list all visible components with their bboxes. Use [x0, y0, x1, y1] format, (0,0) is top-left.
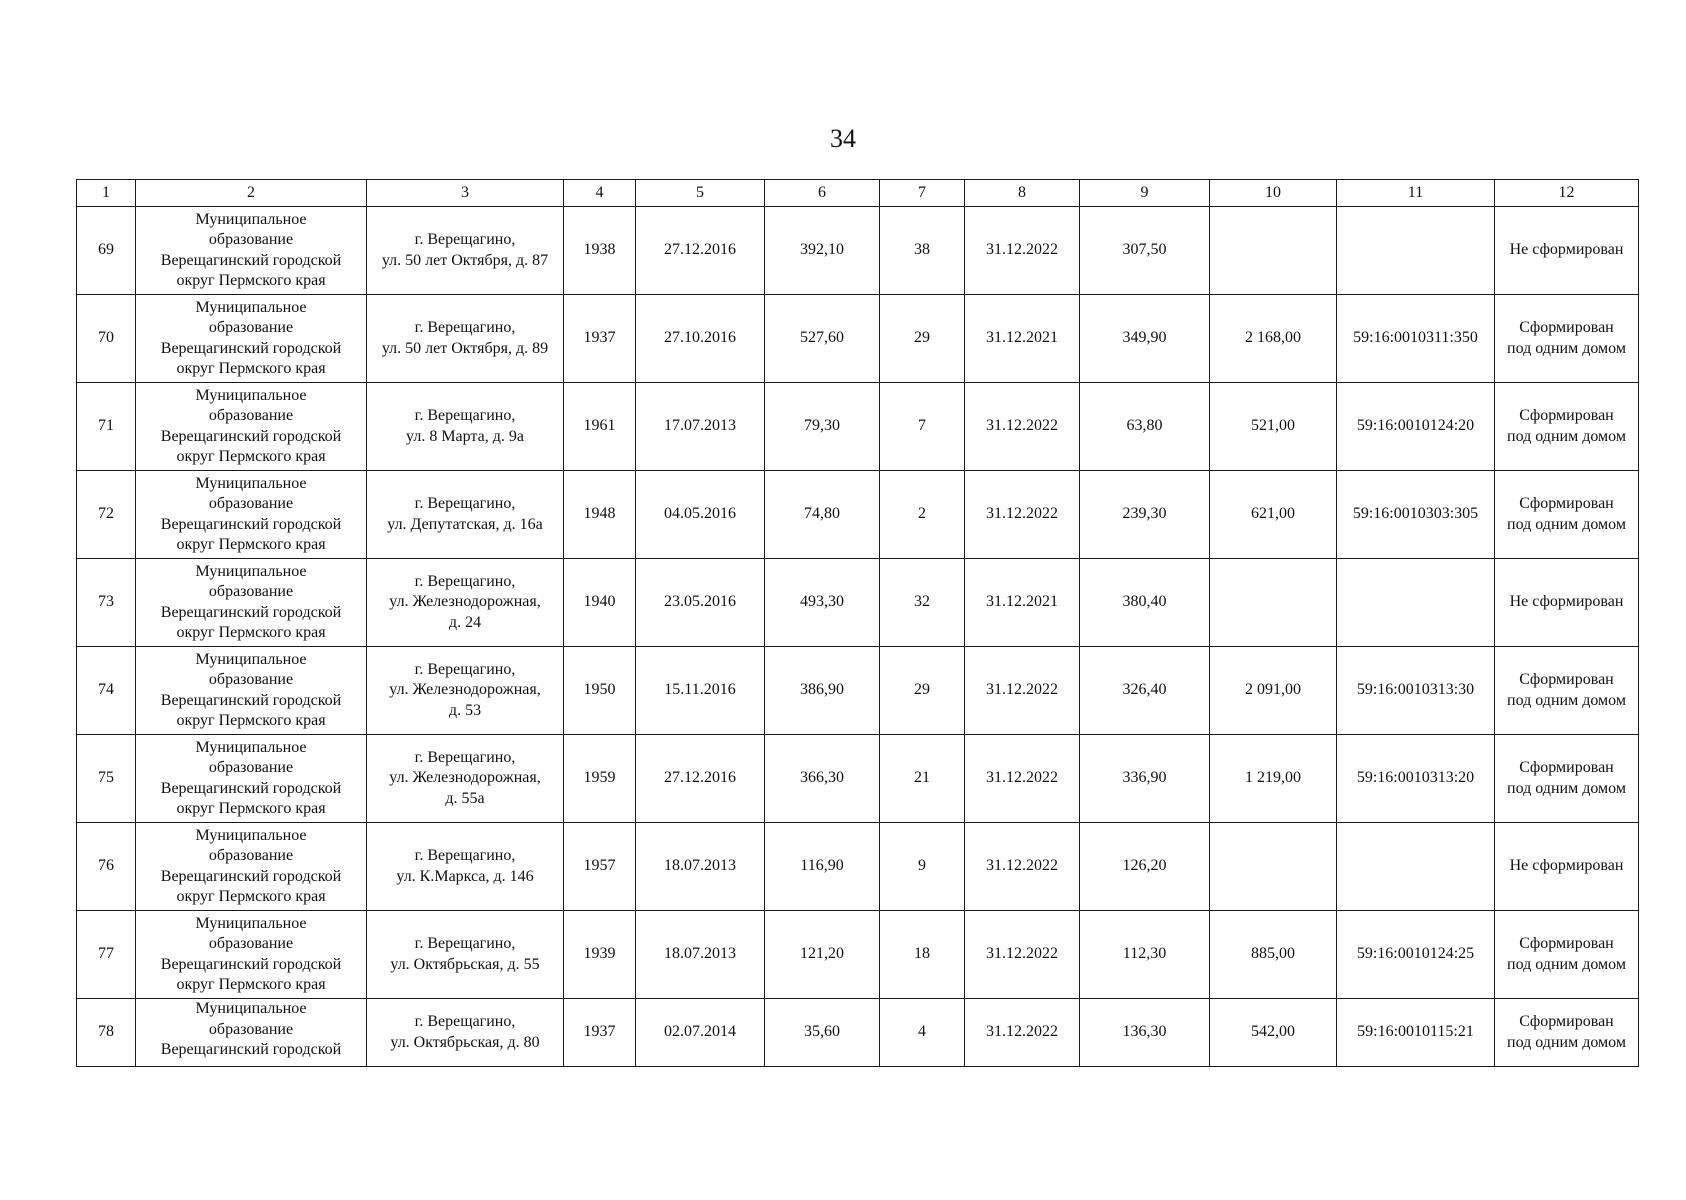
address-cell-line: ул. Октябрьская, д. 55: [390, 955, 540, 973]
value-cell: 349,90: [1080, 295, 1210, 383]
row-number-cell: 77: [77, 911, 136, 999]
row-number-cell: 78: [77, 999, 136, 1067]
residents-cell: 21: [880, 735, 965, 823]
land-area-cell: 2 091,00: [1210, 647, 1337, 735]
year-cell: 1950: [564, 647, 636, 735]
deadline-cell: 31.12.2022: [965, 823, 1080, 911]
row-number-cell: 69: [77, 207, 136, 295]
year-cell: 1959: [564, 735, 636, 823]
address-cell-line: г. Верещагино,: [414, 319, 516, 336]
land-status-cell: [1495, 471, 1639, 559]
cadastral-number-cell: 59:16:0010115:21: [1337, 999, 1495, 1067]
column-header: 4: [564, 180, 636, 207]
year-cell: 1940: [564, 559, 636, 647]
land-area-cell: 1 219,00: [1210, 735, 1337, 823]
value-cell: 136,30: [1080, 999, 1210, 1067]
owner-cell: [136, 295, 367, 383]
address-cell-line: г. Верещагино,: [414, 407, 516, 424]
owner-cell-line: Верещагинский городской: [160, 867, 342, 885]
land-status-cell-line: Сформирован: [1519, 495, 1614, 512]
owner-cell-line: Муниципальное: [195, 1000, 307, 1017]
address-cell-line: г. Верещагино,: [414, 748, 516, 766]
land-area-cell: [1210, 559, 1337, 647]
deadline-cell: 31.12.2022: [965, 647, 1080, 735]
residents-cell: 9: [880, 823, 965, 911]
cadastral-number-cell: [1337, 559, 1495, 647]
address-cell-line: г. Верещагино,: [414, 847, 516, 864]
deadline-cell: 31.12.2022: [965, 999, 1080, 1067]
owner-cell-line: образование: [208, 1020, 294, 1038]
land-status-cell-line: Сформирован: [1519, 1013, 1614, 1030]
residents-cell: 29: [880, 295, 965, 383]
cadastral-number-cell: 59:16:0010313:20: [1337, 735, 1495, 823]
owner-cell-line: Муниципальное: [195, 298, 307, 316]
owner-cell-line: Верещагинский городской: [160, 691, 342, 709]
owner-cell: [136, 647, 367, 735]
value-cell: 63,80: [1080, 383, 1210, 471]
table-row: [77, 559, 1639, 647]
land-area-cell: 885,00: [1210, 911, 1337, 999]
page-number: 34: [830, 124, 856, 153]
date-cell: 15.11.2016: [636, 647, 765, 735]
housing-registry-table: [76, 179, 1639, 1067]
address-cell-line: г. Верещагино,: [414, 1013, 516, 1030]
land-status-cell-line: под одним домом: [1507, 515, 1626, 533]
owner-cell: [136, 911, 367, 999]
date-cell: 27.12.2016: [636, 735, 765, 823]
land-status-cell: [1495, 383, 1639, 471]
owner-cell: [136, 559, 367, 647]
year-cell: 1938: [564, 207, 636, 295]
row-number-cell: 72: [77, 471, 136, 559]
owner-cell-line: образование: [208, 671, 294, 688]
column-header: 7: [880, 180, 965, 207]
table-row: [77, 383, 1639, 471]
column-header: 6: [765, 180, 880, 207]
address-cell: [367, 735, 564, 823]
owner-cell: [136, 823, 367, 911]
owner-cell-line: образование: [208, 935, 294, 952]
table-row: [77, 295, 1639, 383]
address-cell: [367, 823, 564, 911]
land-status-cell-line: под одним домом: [1507, 779, 1626, 797]
address-cell-line: ул. Железнодорожная,: [389, 681, 541, 699]
owner-cell-line: округ Пермского края: [176, 272, 326, 289]
value-cell: 336,90: [1080, 735, 1210, 823]
owner-cell-line: образование: [208, 231, 294, 248]
land-status-cell-line: под одним домом: [1507, 1033, 1626, 1051]
owner-cell-line: округ Пермского края: [176, 624, 326, 641]
address-cell-line: г. Верещагино,: [414, 572, 516, 590]
owner-cell-line: образование: [208, 847, 294, 864]
land-status-cell: [1495, 559, 1639, 647]
date-cell: 17.07.2013: [636, 383, 765, 471]
owner-cell-line: Верещагинский городской: [160, 515, 342, 533]
owner-cell-line: Муниципальное: [195, 826, 307, 844]
residents-cell: 38: [880, 207, 965, 295]
owner-cell-line: округ Пермского края: [176, 976, 326, 993]
address-cell-line: ул. 50 лет Октября, д. 89: [381, 339, 549, 357]
address-cell-line: д. 55а: [445, 789, 485, 807]
owner-cell-line: округ Пермского края: [176, 448, 326, 465]
table-row: [77, 735, 1639, 823]
address-cell-line: ул. Железнодорожная,: [389, 769, 541, 787]
owner-cell-line: Верещагинский городской: [160, 603, 342, 621]
value-cell: 112,30: [1080, 911, 1210, 999]
year-cell: 1937: [564, 295, 636, 383]
column-header: 10: [1210, 180, 1337, 207]
value-cell: 380,40: [1080, 559, 1210, 647]
cadastral-number-cell: [1337, 823, 1495, 911]
cadastral-number-cell: 59:16:0010303:305: [1337, 471, 1495, 559]
year-cell: 1948: [564, 471, 636, 559]
owner-cell-line: Муниципальное: [195, 650, 307, 668]
residents-cell: 32: [880, 559, 965, 647]
cadastral-number-cell: 59:16:0010311:350: [1337, 295, 1495, 383]
area-cell: 527,60: [765, 295, 880, 383]
value-cell: 239,30: [1080, 471, 1210, 559]
land-status-cell: [1495, 999, 1639, 1067]
land-status-cell-line: Сформирован: [1519, 671, 1614, 688]
table-row: [77, 207, 1639, 295]
owner-cell-line: округ Пермского края: [176, 800, 326, 817]
land-status-cell-line: под одним домом: [1507, 427, 1626, 445]
area-cell: 74,80: [765, 471, 880, 559]
row-number-cell: 73: [77, 559, 136, 647]
land-status-cell-line: Сформирован: [1519, 407, 1614, 424]
owner-cell-line: Муниципальное: [195, 562, 307, 580]
address-cell-line: ул. Октябрьская, д. 80: [390, 1033, 540, 1051]
address-cell-line: ул. 50 лет Октября, д. 87: [381, 251, 549, 269]
year-cell: 1961: [564, 383, 636, 471]
owner-cell-line: Верещагинский городской: [160, 339, 342, 357]
area-cell: 386,90: [765, 647, 880, 735]
owner-cell: [136, 999, 367, 1067]
registry-body: [77, 207, 1639, 1067]
land-area-cell: 621,00: [1210, 471, 1337, 559]
address-cell-line: ул. 8 Марта, д. 9а: [406, 427, 524, 445]
owner-cell-line: Верещагинский городской: [160, 779, 342, 797]
address-cell: [367, 999, 564, 1067]
residents-cell: 18: [880, 911, 965, 999]
owner-cell: [136, 735, 367, 823]
cadastral-number-cell: [1337, 207, 1495, 295]
date-cell: 23.05.2016: [636, 559, 765, 647]
land-status-cell-line: Не сформирован: [1509, 857, 1624, 875]
address-cell: [367, 471, 564, 559]
value-cell: 326,40: [1080, 647, 1210, 735]
land-status-cell-line: под одним домом: [1507, 339, 1626, 357]
owner-cell-line: округ Пермского края: [176, 360, 326, 377]
address-cell: [367, 559, 564, 647]
date-cell: 02.07.2014: [636, 999, 765, 1067]
owner-cell-line: Муниципальное: [195, 210, 307, 228]
column-header: 2: [136, 180, 367, 207]
table-row: [77, 911, 1639, 999]
land-status-cell-line: Сформирован: [1519, 759, 1614, 776]
owner-cell-line: образование: [208, 495, 294, 512]
land-status-cell-line: Сформирован: [1519, 319, 1614, 336]
value-cell: 126,20: [1080, 823, 1210, 911]
area-cell: 366,30: [765, 735, 880, 823]
owner-cell-line: образование: [208, 319, 294, 336]
owner-cell: [136, 207, 367, 295]
area-cell: 392,10: [765, 207, 880, 295]
owner-cell-line: образование: [208, 759, 294, 776]
address-cell-line: д. 53: [448, 701, 482, 719]
land-status-cell: [1495, 647, 1639, 735]
cadastral-number-cell: 59:16:0010124:25: [1337, 911, 1495, 999]
land-status-cell: [1495, 735, 1639, 823]
owner-cell-line: Верещагинский городской: [160, 1041, 342, 1058]
owner-cell-line: Верещагинский городской: [160, 251, 342, 269]
land-status-cell-line: Не сформирован: [1509, 241, 1624, 259]
area-cell: 121,20: [765, 911, 880, 999]
owner-cell-line: округ Пермского края: [176, 888, 326, 905]
residents-cell: 29: [880, 647, 965, 735]
land-area-cell: 521,00: [1210, 383, 1337, 471]
land-status-cell-line: под одним домом: [1507, 955, 1626, 973]
table-row: [77, 823, 1639, 911]
land-status-cell: [1495, 295, 1639, 383]
row-number-cell: 70: [77, 295, 136, 383]
deadline-cell: 31.12.2021: [965, 295, 1080, 383]
residents-cell: 4: [880, 999, 965, 1067]
address-cell-line: ул. Депутатская, д. 16а: [387, 515, 543, 533]
year-cell: 1957: [564, 823, 636, 911]
cadastral-number-cell: 59:16:0010124:20: [1337, 383, 1495, 471]
row-number-cell: 75: [77, 735, 136, 823]
row-number-cell: 71: [77, 383, 136, 471]
land-status-cell-line: Не сформирован: [1509, 593, 1624, 611]
area-cell: 79,30: [765, 383, 880, 471]
column-header: 1: [77, 180, 136, 207]
address-cell-line: д. 24: [448, 613, 482, 631]
deadline-cell: 31.12.2021: [965, 559, 1080, 647]
column-header: 12: [1495, 180, 1639, 207]
column-header: 3: [367, 180, 564, 207]
column-header: 8: [965, 180, 1080, 207]
owner-cell-line: образование: [208, 407, 294, 424]
address-cell-line: ул. К.Маркса, д. 146: [396, 867, 534, 885]
owner-cell-line: Муниципальное: [195, 738, 307, 756]
table-row: [77, 647, 1639, 735]
date-cell: 27.10.2016: [636, 295, 765, 383]
address-cell: [367, 295, 564, 383]
owner-cell-line: Верещагинский городской: [160, 427, 342, 445]
address-cell-line: ул. Железнодорожная,: [389, 593, 541, 611]
land-status-cell-line: под одним домом: [1507, 691, 1626, 709]
deadline-cell: 31.12.2022: [965, 383, 1080, 471]
address-cell: [367, 207, 564, 295]
column-header: 11: [1337, 180, 1495, 207]
owner-cell-line: образование: [208, 583, 294, 600]
date-cell: 18.07.2013: [636, 911, 765, 999]
address-cell: [367, 911, 564, 999]
table-row: [77, 999, 1639, 1067]
address-cell: [367, 383, 564, 471]
land-status-cell: [1495, 207, 1639, 295]
owner-cell-line: Муниципальное: [195, 386, 307, 404]
land-area-cell: 2 168,00: [1210, 295, 1337, 383]
owner-cell-line: Муниципальное: [195, 474, 307, 492]
owner-cell-line: округ Пермского края: [176, 536, 326, 553]
deadline-cell: 31.12.2022: [965, 207, 1080, 295]
land-status-cell: [1495, 911, 1639, 999]
area-cell: 493,30: [765, 559, 880, 647]
area-cell: 116,90: [765, 823, 880, 911]
date-cell: 04.05.2016: [636, 471, 765, 559]
column-header: 5: [636, 180, 765, 207]
residents-cell: 7: [880, 383, 965, 471]
value-cell: 307,50: [1080, 207, 1210, 295]
owner-cell: [136, 471, 367, 559]
land-area-cell: [1210, 823, 1337, 911]
owner-cell-line: Муниципальное: [195, 914, 307, 932]
table-row: [77, 471, 1639, 559]
deadline-cell: 31.12.2022: [965, 911, 1080, 999]
column-number-row: [77, 180, 1639, 207]
land-area-cell: [1210, 207, 1337, 295]
area-cell: 35,60: [765, 999, 880, 1067]
owner-cell-line: округ Пермского края: [176, 712, 326, 729]
address-cell-line: г. Верещагино,: [414, 231, 516, 248]
residents-cell: 2: [880, 471, 965, 559]
row-number-cell: 76: [77, 823, 136, 911]
address-cell-line: г. Верещагино,: [414, 495, 516, 512]
address-cell-line: г. Верещагино,: [414, 935, 516, 952]
date-cell: 18.07.2013: [636, 823, 765, 911]
date-cell: 27.12.2016: [636, 207, 765, 295]
deadline-cell: 31.12.2022: [965, 471, 1080, 559]
land-status-cell-line: Сформирован: [1519, 935, 1614, 952]
year-cell: 1939: [564, 911, 636, 999]
owner-cell: [136, 383, 367, 471]
owner-cell-line: Верещагинский городской: [160, 955, 342, 973]
address-cell: [367, 647, 564, 735]
column-header: 9: [1080, 180, 1210, 207]
cadastral-number-cell: 59:16:0010313:30: [1337, 647, 1495, 735]
year-cell: 1937: [564, 999, 636, 1067]
address-cell-line: г. Верещагино,: [414, 660, 516, 678]
land-area-cell: 542,00: [1210, 999, 1337, 1067]
row-number-cell: 74: [77, 647, 136, 735]
land-status-cell: [1495, 823, 1639, 911]
deadline-cell: 31.12.2022: [965, 735, 1080, 823]
